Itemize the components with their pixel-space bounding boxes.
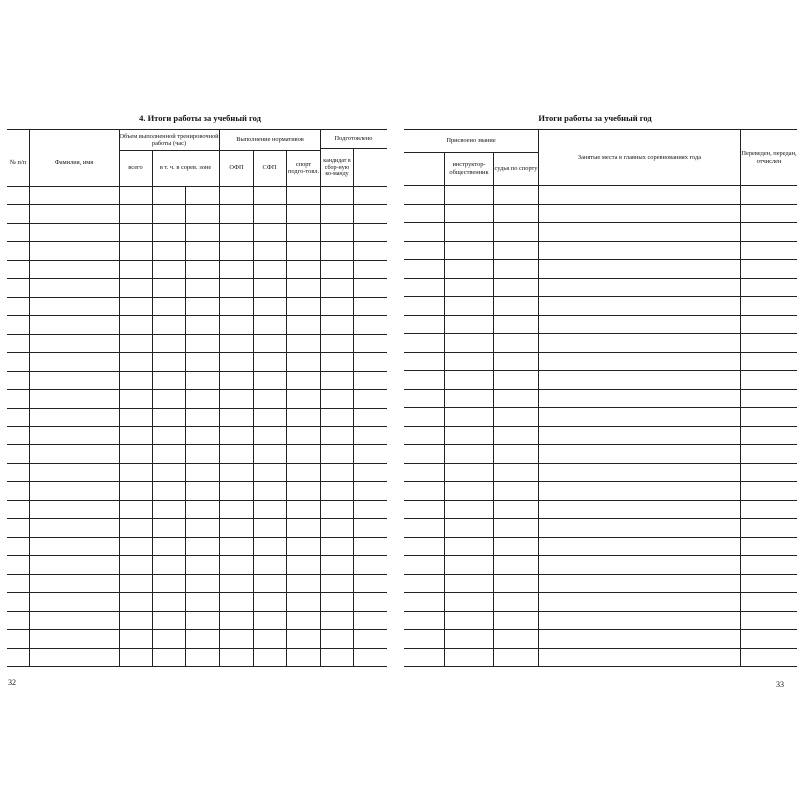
header-rank-instructor: инструктор-общественник <box>449 161 489 176</box>
header-competition-places: Занятые места в главных соревнованиях года <box>577 153 702 161</box>
column-line <box>538 129 539 666</box>
row-line <box>7 500 387 501</box>
row-line <box>404 555 797 556</box>
header-training-volume: Объем выполненной тренировочной работы (час) <box>119 132 219 147</box>
row-line <box>404 481 797 482</box>
column-line <box>320 129 321 666</box>
row-line <box>404 204 797 205</box>
row-line <box>7 648 387 649</box>
row-line <box>404 315 797 316</box>
row-line <box>7 297 387 298</box>
row-line <box>404 296 797 297</box>
row-line <box>7 666 387 667</box>
row-line <box>7 371 387 372</box>
row-line <box>7 555 387 556</box>
row-line <box>7 426 387 427</box>
row-line <box>7 518 387 519</box>
column-line <box>152 150 153 666</box>
header-prepared-candidate: кандидат в сбор-ную ко-манду <box>323 157 351 178</box>
row-line <box>7 352 387 353</box>
row-line <box>7 463 387 464</box>
right-page-title: Итоги работы за учебный год <box>538 113 652 123</box>
column-line <box>353 148 354 666</box>
header-rank-assigned: Присвоено звание <box>446 137 496 145</box>
row-line <box>7 537 387 538</box>
row-line <box>7 592 387 593</box>
row-line <box>404 629 797 630</box>
header-norms-sfp: СФП <box>262 164 277 172</box>
header-volume-competition-zone: в т. ч. в сорев. зоне <box>159 164 212 172</box>
column-line <box>253 150 254 666</box>
column-line <box>740 129 741 666</box>
header-volume-total: всего <box>128 164 143 172</box>
row-line <box>404 574 797 575</box>
row-line <box>7 334 387 335</box>
column-line <box>444 152 445 666</box>
row-line <box>7 204 387 205</box>
row-line <box>404 611 797 612</box>
column-line <box>119 129 120 666</box>
row-line <box>404 222 797 223</box>
left-page-title: 4. Итоги работы за учебный год <box>139 113 261 123</box>
left-page-number: 32 <box>8 678 16 687</box>
row-line <box>404 463 797 464</box>
row-line <box>404 333 797 334</box>
row-line <box>404 592 797 593</box>
header-number: № п/п <box>9 159 27 167</box>
row-line <box>404 407 797 408</box>
row-line <box>404 278 797 279</box>
row-line <box>7 389 387 390</box>
right-results-table <box>400 0 800 800</box>
row-line <box>7 629 387 630</box>
header-prepared: Подготовлено <box>334 135 373 143</box>
row-line <box>7 278 387 279</box>
row-line <box>7 241 387 242</box>
header-norms-ofp: ОФП <box>229 164 244 172</box>
row-line <box>404 352 797 353</box>
column-line <box>29 129 30 666</box>
column-line <box>219 129 220 666</box>
right-page <box>400 0 800 800</box>
row-line <box>7 223 387 224</box>
header-transferred: Переведен, передан, отчислен <box>741 150 797 165</box>
column-line <box>493 152 494 666</box>
row-line <box>404 648 797 649</box>
row-line <box>404 537 797 538</box>
header-rank-judge: судья по спорту <box>494 164 538 172</box>
row-line <box>404 518 797 519</box>
right-page-number: 33 <box>776 680 784 689</box>
row-line <box>7 260 387 261</box>
header-norms-sport: спорт подго-товл. <box>287 160 320 175</box>
row-line <box>7 481 387 482</box>
row-line <box>404 389 797 390</box>
row-line <box>7 444 387 445</box>
row-line <box>404 426 797 427</box>
header-bottom-border <box>404 185 797 186</box>
row-line <box>7 408 387 409</box>
row-line <box>404 666 797 667</box>
row-line <box>404 259 797 260</box>
row-line <box>404 444 797 445</box>
column-line <box>185 186 186 666</box>
column-line <box>286 150 287 666</box>
row-line <box>404 241 797 242</box>
row-line <box>404 370 797 371</box>
row-line <box>7 574 387 575</box>
row-line <box>7 315 387 316</box>
header-norms: Выполнение нормативов <box>236 136 304 144</box>
header-name: Фамилия, имя <box>54 159 94 167</box>
row-line <box>404 500 797 501</box>
row-line <box>7 611 387 612</box>
